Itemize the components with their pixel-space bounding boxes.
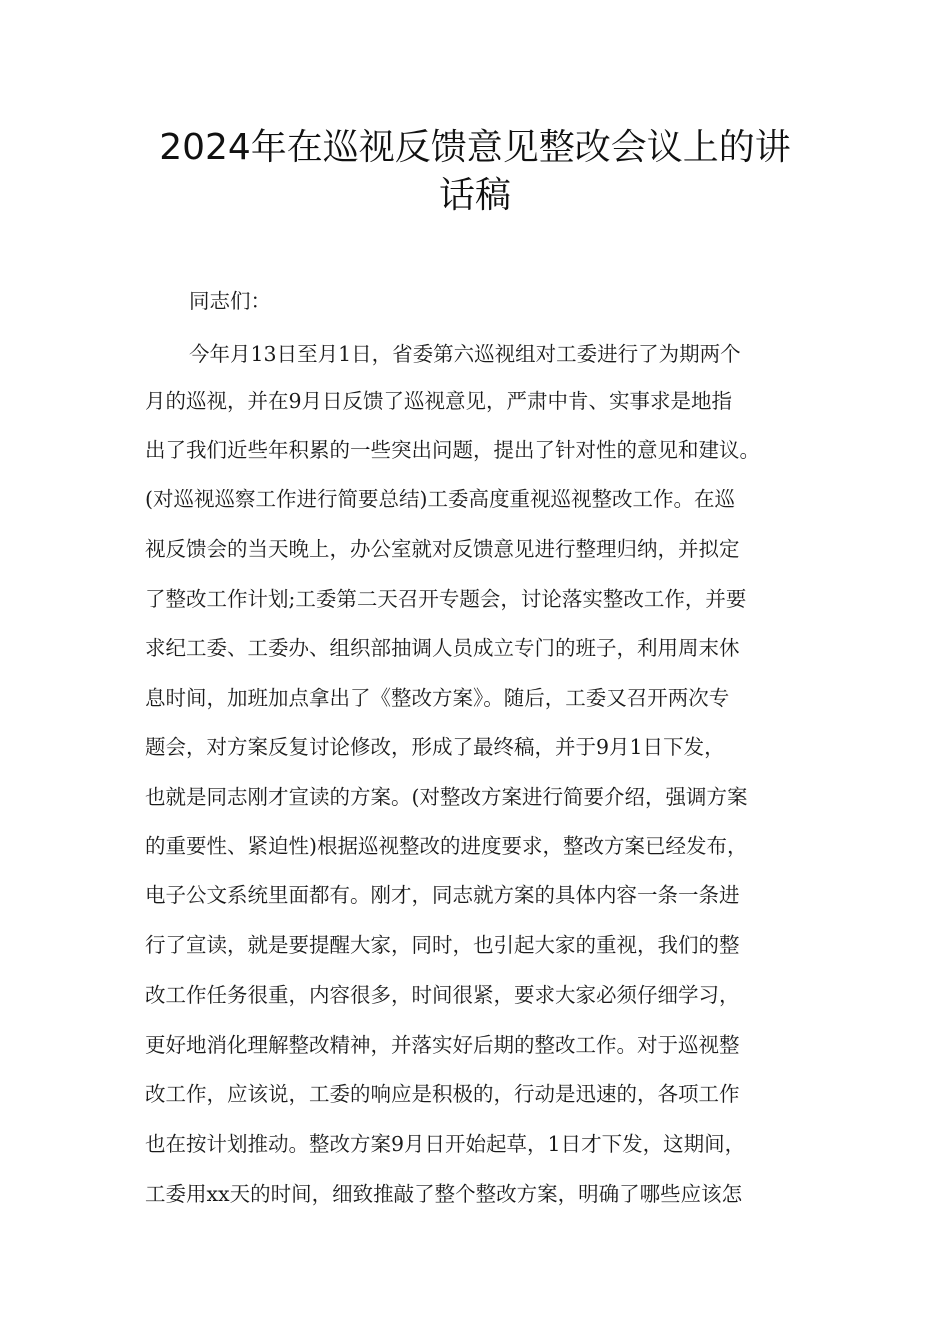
- title-line-1: 2024年在巡视反馈意见整改会议上的讲: [159, 127, 791, 168]
- paragraph-line: 改工作，应该说，工委的响应是积极的，行动是迅速的，各项工作: [145, 1082, 740, 1106]
- paragraph-line: 的重要性、紧迫性)根据巡视整改的进度要求，整改方案已经发布，: [145, 834, 748, 858]
- paragraph-line: 月的巡视，并在9月日反馈了巡视意见，严肃中肯、实事求是地指: [145, 389, 733, 413]
- paragraph-line: 求纪工委、工委办、组织部抽调人员成立专门的班子，利用周末休: [145, 636, 740, 660]
- title-line-2: 话稿: [438, 175, 511, 216]
- paragraph-line: 题会，对方案反复讨论修改，形成了最终稿，并于9月1日下发，: [145, 735, 725, 759]
- paragraph-line: 更好地消化理解整改精神，并落实好后期的整改工作。对于巡视整: [145, 1033, 740, 1057]
- paragraph-line: 视反馈会的当天晚上，办公室就对反馈意见进行整理归纳，并拟定: [145, 537, 740, 561]
- paragraph-line: 电子公文系统里面都有。刚才，同志就方案的具体内容一条一条进: [145, 883, 740, 907]
- paragraph-line: 行了宣读，就是要提醒大家，同时，也引起大家的重视，我们的整: [145, 933, 740, 957]
- paragraph-line: 也就是同志刚才宣读的方案。(对整改方案进行简要介绍，强调方案: [145, 785, 748, 809]
- paragraph-line: (对巡视巡察工作进行简要总结)工委高度重视巡视整改工作。在巡: [145, 487, 735, 511]
- document-title: [120, 124, 830, 220]
- paragraph-line: 也在按计划推动。整改方案9月日开始起草，1日才下发，这期间，: [145, 1132, 746, 1156]
- paragraph-line: 息时间，加班加点拿出了《整改方案》。随后，工委又召开两次专: [145, 686, 730, 710]
- paragraph-line: 出了我们近些年积累的一些突出问题，提出了针对性的意见和建议。: [145, 438, 760, 462]
- paragraph-line: 工委用xx天的时间，细致推敲了整个整改方案，明确了哪些应该怎: [145, 1182, 743, 1206]
- salutation: 同志们：: [189, 289, 271, 313]
- paragraph-line: 了整改工作计划;工委第二天召开专题会，讨论落实整改工作，并要: [145, 587, 747, 611]
- paragraph-line: 今年月13日至月1日，省委第六巡视组对工委进行了为期两个: [189, 342, 741, 366]
- paragraph-line: 改工作任务很重，内容很多，时间很紧，要求大家必须仔细学习，: [145, 983, 740, 1007]
